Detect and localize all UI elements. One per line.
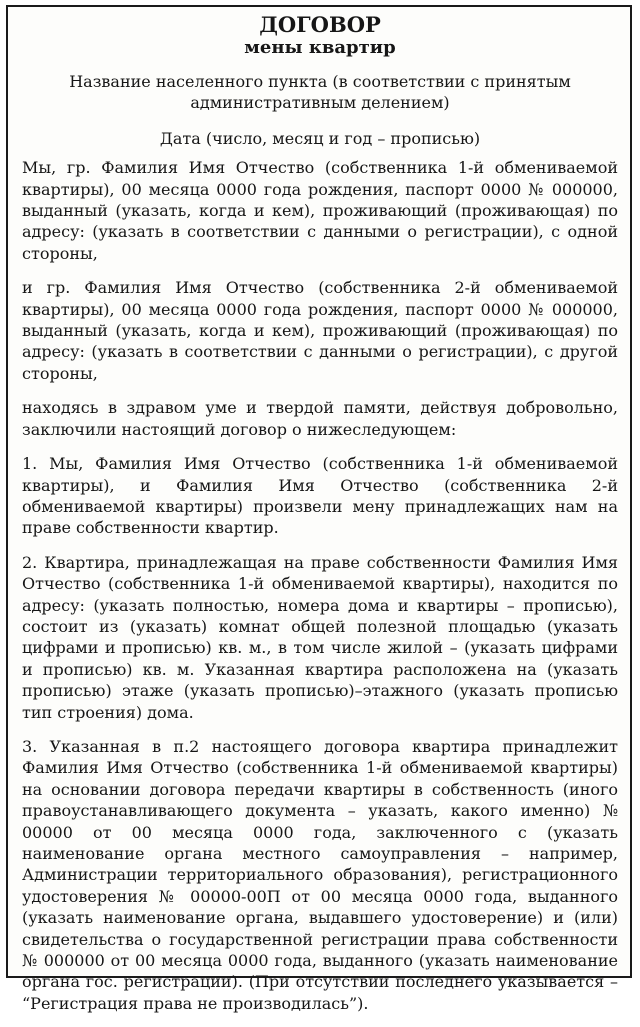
party-two-paragraph: и гр. Фамилия Имя Отчество (собственника 2-й обмениваемой квартиры), 00 месяца 0000 года рождения, паспорт 0000 № 000000, выданный (указать, когда и кем), проживающий (проживающая) по адресу: (указать в соответствии с данными о регистрации), с другой стороны, <box>22 278 618 383</box>
agreement-preamble: находясь в здравом уме и твердой памяти, действуя добровольно, заключили настоящий договор о нижеследующем: <box>22 398 618 439</box>
document-subtitle: мены квартир <box>244 37 396 58</box>
clause-3: 3. Указанная в п.2 настоящего договора квартира принадлежит Фамилия Имя Отчество (собственника 1-й обмениваемой квартиры) на основании договора передачи квартиры в собственность (иного правоустанавливающего документа – указать, какого именно) № 00000 от 00 месяца 0000 года, заключенного с (указать наименование органа местного самоуправления – например, Администрации территориального образования), регистрационного удостоверения № 00000-00П от 00 месяца 0000 года, выданного (указать наименование органа, выдавшего удостоверение) и (или) свидетельства о государственной регистрации права собственности № 000000 от 00 месяца 0000 года, выданного (указать наименование органа гос. регистрации). (При отсутствии последнего указывается – “Регистрация права не производилась”). <box>22 736 618 1013</box>
clause-2: 2. Квартира, принадлежащая на праве собственности Фамилия Имя Отчество (собственника 1-й обмениваемой квартиры), находится по адресу: (указать полностью, номера дома и квартиры – прописью), состоит из (указать) комнат общей полезной площадью (указать цифрами и прописью) кв. м., в том числе жилой – (указать цифрами и прописью) кв. м. Указанная квартира расположена на (указать прописью) этаже (указать прописью)–этажного (указать прописью тип строения) дома. <box>22 552 618 722</box>
date-line: Дата (число, месяц и год – прописью) <box>159 128 481 148</box>
document-title: ДОГОВОР <box>259 12 381 37</box>
document-frame <box>6 5 632 1013</box>
party-one-paragraph: Мы, гр. Фамилия Имя Отчество (собственника 1-й обмениваемой квартиры), 00 месяца 0000 года рождения, паспорт 0000 № 000000, выданный (указать, когда и кем), проживающий (проживающая) по адресу: (указать в соответствии с данными о регистрации), с одной стороны, <box>22 158 618 263</box>
place-line: Название населенного пункта (в соответствии с принятым административным делением) <box>69 72 571 113</box>
document-body <box>22 13 618 1027</box>
clause-1: 1. Мы, Фамилия Имя Отчество (собственника 1-й обмениваемой квартиры), и Фамилия Имя Отчество (собственника 2-й обмениваемой квартиры) произвели мену принадлежащих нам на праве собственности квартир. <box>22 454 618 538</box>
